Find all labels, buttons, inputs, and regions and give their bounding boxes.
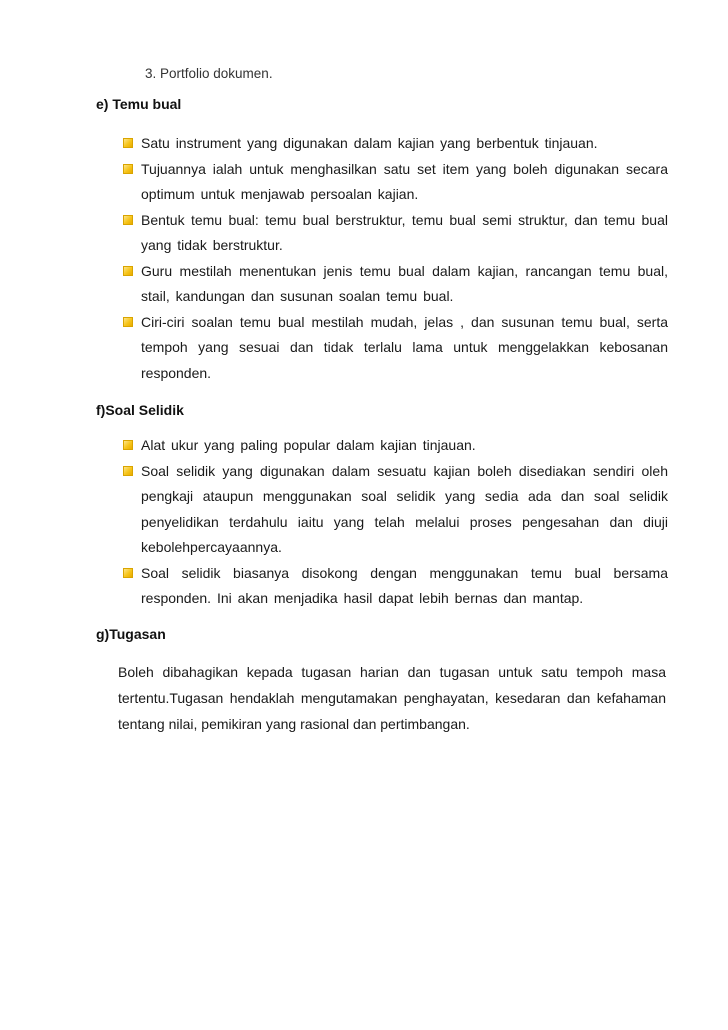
list-item — [96, 131, 668, 157]
bullet-text: Guru mestilah menentukan jenis temu bual dalam kajian, rancangan temu bual, stail, kandungan dan susunan soalan temu bual. — [141, 262, 668, 304]
list-item — [96, 310, 668, 387]
tugasan-paragraph: Boleh dibahagikan kepada tugasan harian dan tugasan untuk satu tempoh masa tertentu.Tugasan hendaklah mengutamakan penghayatan, kesedaran dan kefahaman tentang nilai, pemikiran yang rasional dan pertimbangan. — [118, 664, 666, 732]
list-item-portfolio: 3. Portfolio dokumen. — [145, 66, 273, 81]
list-item — [96, 157, 668, 208]
square-bullet-icon — [123, 138, 133, 148]
heading-tugasan: g)Tugasan — [96, 626, 166, 642]
bullet-text: Alat ukur yang paling popular dalam kajian tinjauan. — [141, 437, 476, 453]
square-bullet-icon — [123, 466, 133, 476]
list-item — [96, 259, 668, 310]
square-bullet-icon — [123, 440, 133, 450]
bullet-text: Soal selidik biasanya disokong dengan menggunakan temu bual bersama responden. Ini akan menjadika hasil dapat lebih bernas dan mantap. — [141, 564, 668, 606]
list-item — [96, 459, 668, 561]
heading-soal-selidik: f)Soal Selidik — [96, 402, 184, 418]
bullet-list-temu-bual — [96, 131, 668, 386]
bullet-text: Soal selidik yang digunakan dalam sesuatu kajian boleh disediakan sendiri oleh pengkaji ataupun menggunakan soal selidik yang sedia ada dan soal selidik penyelidikan terdahulu iaitu yang telah melalui proses pengesahan dan diuji kebolehpercayaannya. — [141, 462, 668, 555]
list-item — [96, 433, 668, 459]
bullet-text: Ciri-ciri soalan temu bual mestilah mudah, jelas , dan susunan temu bual, serta tempoh yang sesuai dan tidak terlalu lama untuk menggelakkan kebosanan responden. — [141, 313, 668, 381]
bullet-text: Satu instrument yang digunakan dalam kajian yang berbentuk tinjauan. — [141, 135, 598, 151]
square-bullet-icon — [123, 164, 133, 174]
bullet-list-soal-selidik — [96, 433, 668, 612]
square-bullet-icon — [123, 317, 133, 327]
list-item — [96, 561, 668, 612]
bullet-text: Tujuannya ialah untuk menghasilkan satu set item yang boleh digunakan secara optimum untuk menjawab persoalan kajian. — [141, 160, 668, 202]
square-bullet-icon — [123, 568, 133, 578]
bullet-text: Bentuk temu bual: temu bual berstruktur, temu bual semi struktur, dan temu bual yang tidak berstruktur. — [141, 211, 668, 253]
heading-temu-bual: e) Temu bual — [96, 96, 182, 112]
square-bullet-icon — [123, 266, 133, 276]
square-bullet-icon — [123, 215, 133, 225]
list-item — [96, 208, 668, 259]
